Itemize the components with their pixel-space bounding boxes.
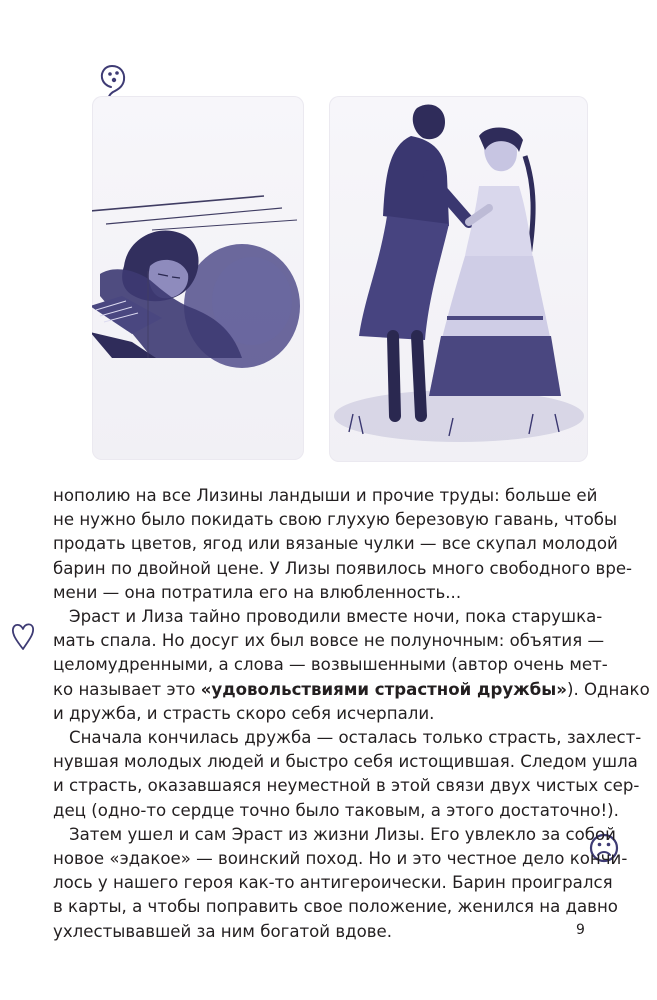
- text-line: мени — она потратила его на влюбленность...: [53, 582, 462, 602]
- text-line: в карты, а чтобы поправить свое положение, женился на давно: [53, 897, 618, 917]
- body-text: [53, 484, 650, 944]
- text-line: [53, 678, 650, 702]
- text-line: Сначала кончилась дружба — осталась только страсть, захлест-: [69, 728, 642, 748]
- paragraph-3: [53, 726, 642, 823]
- couple-holding-hands-illustration: [329, 96, 588, 462]
- text-line: новое «эдакое» — воинский поход. Но и это честное дело кончи-: [53, 849, 628, 869]
- text-line: нополию на все Лизины ландыши и прочие труды: больше ей: [53, 486, 598, 505]
- sleeping-girl-illustration: [92, 96, 304, 460]
- text-line: дец (одно-то сердце точно было таковым, а этого достаточно!).: [53, 800, 619, 820]
- text-segment: ). Однако: [566, 679, 650, 699]
- text-line: Затем ушел и сам Эраст из жизни Лизы. Его увлекло за собой: [69, 824, 616, 844]
- text-line: мать спала. Но досуг их был вовсе не полуночным: объятия —: [53, 631, 605, 651]
- heart-outline-icon: [10, 620, 36, 652]
- text-line: и дружба, и страсть скоро себя исчерпали.: [53, 703, 435, 723]
- bold-quote: «удовольствиями страстной дружбы»: [200, 679, 567, 699]
- paragraph-2: [53, 605, 650, 726]
- text-segment: ко называет это: [53, 679, 201, 699]
- text-line: ухлестывавшей за ним богатой вдове.: [53, 921, 393, 941]
- text-line: целомудренными, а слова — возвышенными (автор очень мет-: [53, 655, 608, 675]
- text-line: барин по двойной цене. У Лизы появилось много свободного вре-: [53, 558, 633, 578]
- paragraph-4: [53, 823, 628, 944]
- text-line: лось у нашего героя как-то антигероически. Барин проигрался: [53, 873, 613, 893]
- text-line: и страсть, оказавшаяся неуместной в этой связи двух чистых сер-: [53, 776, 640, 796]
- text-line: не нужно было покидать свою глухую березовую гавань, чтобы: [53, 510, 618, 530]
- page-number: 9: [576, 922, 585, 938]
- paragraph-1: [53, 484, 633, 605]
- text-line: продать цветов, ягод или вязаные чулки — все скупал молодой: [53, 534, 618, 554]
- text-line: нувшая молодых людей и быстро себя истощившая. Следом ушла: [53, 752, 638, 772]
- text-line: Эраст и Лиза тайно проводили вместе ночи, пока старушка-: [69, 607, 603, 627]
